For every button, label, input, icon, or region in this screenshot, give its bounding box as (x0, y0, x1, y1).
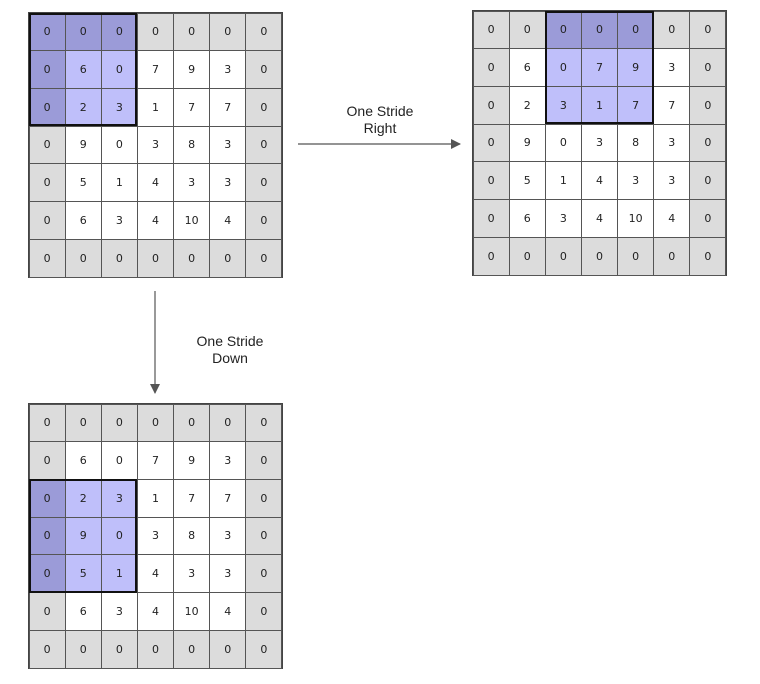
grid-cell: 0 (245, 404, 282, 443)
grid-cell: 0 (209, 404, 246, 443)
grid-cell: 0 (29, 126, 66, 165)
grid-cell: 6 (509, 199, 546, 238)
grid-cell: 0 (245, 554, 282, 593)
grid-cell: 1 (581, 86, 618, 125)
grid-cell: 2 (65, 479, 102, 518)
grid-cell: 3 (173, 554, 210, 593)
grid-cell: 0 (29, 554, 66, 593)
grid-cell: 9 (65, 126, 102, 165)
grid-cell: 0 (29, 163, 66, 202)
grid-cell: 0 (101, 404, 138, 443)
grid-cell: 10 (173, 592, 210, 631)
grid-cell: 3 (545, 86, 582, 125)
grid-cell: 4 (209, 201, 246, 240)
grid-cell: 0 (101, 517, 138, 556)
grid-cell: 9 (617, 48, 654, 87)
grid-cell: 1 (545, 161, 582, 200)
grid-cell: 0 (545, 11, 582, 50)
grid-cell: 3 (653, 161, 690, 200)
grid-cell: 6 (65, 201, 102, 240)
grid-cell: 0 (245, 517, 282, 556)
grid-cell: 3 (137, 126, 174, 165)
grid-cell: 3 (137, 517, 174, 556)
grid-cell: 3 (617, 161, 654, 200)
grid-cell: 1 (137, 88, 174, 127)
grid-cell: 3 (173, 163, 210, 202)
grid-cell: 0 (137, 239, 174, 278)
grid-cell: 0 (101, 50, 138, 89)
grid-cell: 0 (173, 630, 210, 669)
grid-cell: 5 (65, 163, 102, 202)
grid-cell: 0 (581, 11, 618, 50)
grid-cell: 0 (29, 13, 66, 52)
grid-cell: 3 (101, 479, 138, 518)
grid-cell: 0 (101, 126, 138, 165)
grid-cell: 0 (101, 239, 138, 278)
grid-cell: 0 (545, 124, 582, 163)
grid-cell: 10 (617, 199, 654, 238)
grid-cell: 0 (689, 86, 726, 125)
grid-cell: 0 (473, 237, 510, 276)
grid-cell: 0 (245, 88, 282, 127)
grid-cell: 0 (29, 479, 66, 518)
grid-cell: 7 (581, 48, 618, 87)
grid-cell: 0 (545, 237, 582, 276)
grid-cell: 0 (173, 404, 210, 443)
grid-cell: 0 (245, 126, 282, 165)
grid-cell: 6 (509, 48, 546, 87)
grid-cell: 0 (137, 13, 174, 52)
grid-cell: 3 (101, 592, 138, 631)
grid-cell: 0 (473, 199, 510, 238)
grid-cell: 0 (617, 237, 654, 276)
grid-cell: 3 (209, 517, 246, 556)
grid-cell: 0 (509, 11, 546, 50)
grid-cell: 0 (473, 124, 510, 163)
grid-cell: 0 (245, 479, 282, 518)
grid-cell: 3 (101, 201, 138, 240)
grid-cell: 0 (473, 86, 510, 125)
label-down-line1: One Stride (196, 333, 264, 349)
grid-cell: 0 (209, 239, 246, 278)
grid-cell: 0 (29, 201, 66, 240)
grid-cell: 0 (581, 237, 618, 276)
grid-cell: 3 (653, 124, 690, 163)
label-one-stride-right (330, 103, 430, 137)
grid-cell: 0 (65, 404, 102, 443)
grid-cell: 7 (137, 441, 174, 480)
grid-cell: 0 (689, 199, 726, 238)
grid-cell: 0 (689, 124, 726, 163)
grid-cell: 7 (653, 86, 690, 125)
grid-cell: 0 (473, 161, 510, 200)
grid-cell: 0 (245, 201, 282, 240)
grid-cell: 3 (209, 441, 246, 480)
grid-cell: 0 (245, 13, 282, 52)
grid-cell: 0 (29, 630, 66, 669)
grid-cell: 0 (689, 48, 726, 87)
grid-cell: 4 (137, 163, 174, 202)
grid-cell: 0 (509, 237, 546, 276)
grid-cell: 0 (101, 441, 138, 480)
grid-cell: 7 (209, 479, 246, 518)
grid-cell: 0 (245, 239, 282, 278)
grid-cell: 7 (137, 50, 174, 89)
grid-cell: 1 (137, 479, 174, 518)
grid-cell: 9 (509, 124, 546, 163)
label-down-line2: Down (212, 350, 248, 366)
grid-cell: 0 (545, 48, 582, 87)
grid-cell: 2 (65, 88, 102, 127)
grid-cell: 3 (581, 124, 618, 163)
grid-cell: 6 (65, 592, 102, 631)
grid-cell: 0 (137, 404, 174, 443)
grid-cell: 4 (137, 592, 174, 631)
grid-cell: 10 (173, 201, 210, 240)
grid-cell: 1 (101, 554, 138, 593)
grid-cell: 3 (209, 126, 246, 165)
grid-cell: 4 (137, 201, 174, 240)
grid-cell: 0 (65, 630, 102, 669)
grid-cell: 7 (209, 88, 246, 127)
grid-cell: 4 (653, 199, 690, 238)
grid-cell: 6 (65, 50, 102, 89)
grid-cell: 5 (509, 161, 546, 200)
grid-cell: 0 (245, 441, 282, 480)
grid-cell: 0 (473, 48, 510, 87)
grid-cell: 3 (209, 163, 246, 202)
label-right-line2: Right (363, 120, 397, 136)
grid-cell: 1 (101, 163, 138, 202)
grid-cell: 0 (653, 237, 690, 276)
grid-cell: 0 (137, 630, 174, 669)
grid-cell: 0 (245, 163, 282, 202)
grid-cell: 0 (617, 11, 654, 50)
grid-cell: 0 (65, 239, 102, 278)
grid-cell: 8 (617, 124, 654, 163)
grid-cell: 0 (473, 11, 510, 50)
grid-cell: 0 (29, 441, 66, 480)
grid-cell: 4 (209, 592, 246, 631)
grid-cell: 6 (65, 441, 102, 480)
grid-cell: 0 (29, 88, 66, 127)
grid-cell: 0 (209, 630, 246, 669)
grid-cell: 5 (65, 554, 102, 593)
grid-cell: 0 (29, 592, 66, 631)
grid-cell: 0 (245, 592, 282, 631)
grid-cell: 3 (209, 554, 246, 593)
grid-cell: 0 (209, 13, 246, 52)
grid-cell: 3 (545, 199, 582, 238)
grid-cell: 8 (173, 517, 210, 556)
grid-cell: 0 (29, 517, 66, 556)
grid-cell: 0 (245, 630, 282, 669)
grid-cell: 9 (65, 517, 102, 556)
grid-cell: 7 (173, 479, 210, 518)
grid-cell: 3 (653, 48, 690, 87)
grid-cell: 4 (581, 199, 618, 238)
grid-cell: 0 (101, 630, 138, 669)
grid-cell: 0 (101, 13, 138, 52)
grid-cell: 0 (173, 239, 210, 278)
grid-cell: 4 (581, 161, 618, 200)
grid-cell: 0 (29, 239, 66, 278)
grid-cell: 0 (689, 237, 726, 276)
grid-cell: 2 (509, 86, 546, 125)
grid-cell: 0 (245, 50, 282, 89)
grid-cell: 4 (137, 554, 174, 593)
grid-cell: 7 (617, 86, 654, 125)
grid-cell: 3 (209, 50, 246, 89)
grid-cell: 0 (65, 13, 102, 52)
grid-cell: 3 (101, 88, 138, 127)
grid-cell: 0 (173, 13, 210, 52)
grid-cell: 9 (173, 50, 210, 89)
grid-cell: 7 (173, 88, 210, 127)
grid-cell: 0 (653, 11, 690, 50)
grid-cell: 0 (689, 11, 726, 50)
label-one-stride-down (180, 333, 280, 367)
grid-cell: 0 (29, 50, 66, 89)
grid-cell: 0 (29, 404, 66, 443)
grid-cell: 8 (173, 126, 210, 165)
grid-cell: 0 (689, 161, 726, 200)
label-right-line1: One Stride (346, 103, 414, 119)
grid-cell: 9 (173, 441, 210, 480)
